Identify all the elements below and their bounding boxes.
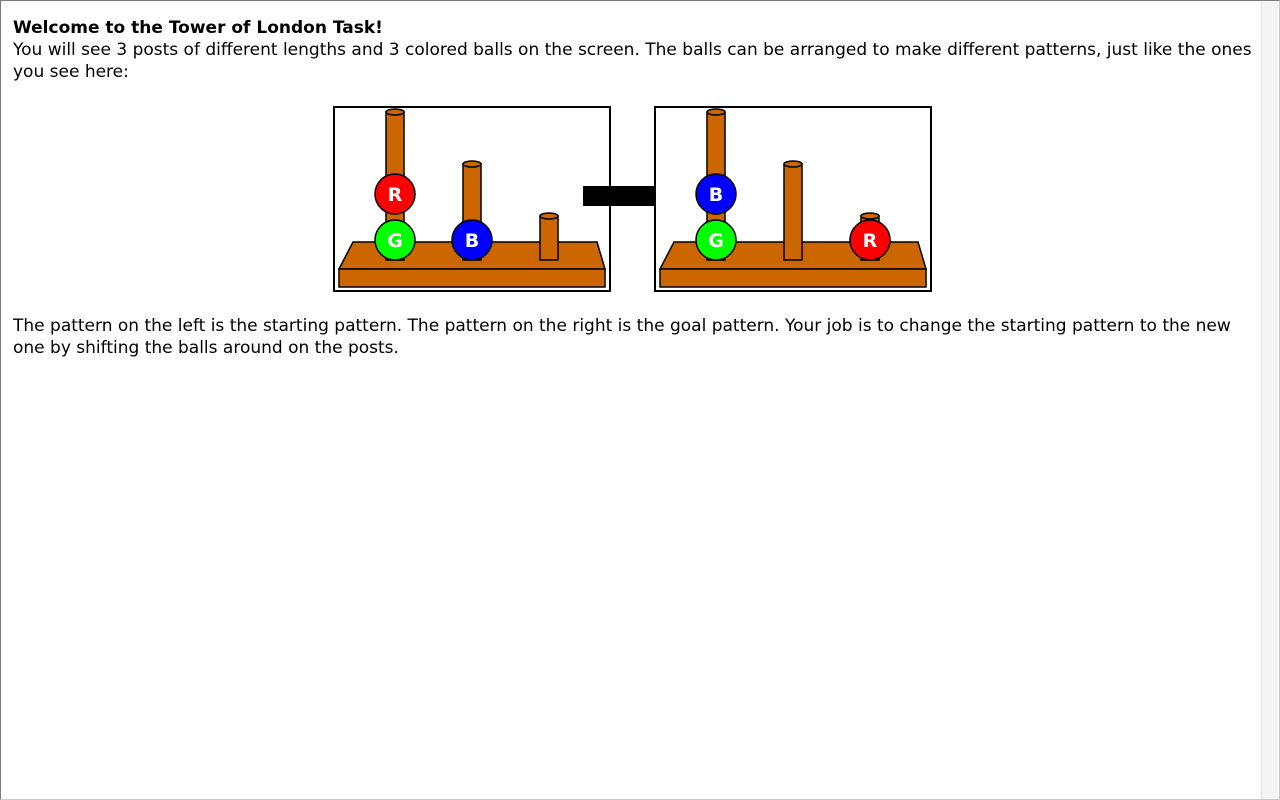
page-title: Welcome to the Tower of London Task! (13, 18, 383, 38)
svg-text:G: G (387, 230, 403, 252)
svg-text:B: B (708, 184, 724, 206)
ball-blue (696, 174, 736, 214)
svg-text:R: R (387, 184, 403, 206)
goal-pattern-panel (654, 106, 932, 292)
ball-red (850, 220, 890, 260)
start-pattern-illustration (335, 108, 609, 290)
ball-blue (452, 220, 492, 260)
short-post-cap (540, 213, 558, 219)
svg-text:R: R (862, 230, 878, 252)
vertical-scrollbar[interactable] (1261, 2, 1278, 799)
explanation-text: The pattern on the left is the starting pattern. The pattern on the right is the goal pattern. Your job is to change the starting pattern to the new one by shifting the balls around on the posts. (13, 316, 1231, 358)
medium-post-cap (784, 161, 802, 167)
goal-pattern-illustration (656, 108, 930, 290)
board-front (660, 269, 926, 287)
board-front (339, 269, 605, 287)
medium-post (784, 164, 802, 260)
ball-red (375, 174, 415, 214)
instructions-content (13, 17, 1253, 359)
tall-post-cap (386, 109, 404, 115)
short-post (540, 216, 558, 260)
tall-post-cap (707, 109, 725, 115)
ball-green (375, 220, 415, 260)
intro-text: You will see 3 posts of different lengths and 3 colored balls on the screen. The balls can be arranged to make different patterns, just like the ones you see here: (13, 40, 1252, 82)
medium-post-cap (463, 161, 481, 167)
pattern-figure (13, 106, 1253, 292)
ball-green (696, 220, 736, 260)
svg-text:G: G (708, 230, 724, 252)
svg-text:B: B (464, 230, 480, 252)
short-post-cap (861, 213, 879, 219)
start-pattern-panel (333, 106, 611, 292)
